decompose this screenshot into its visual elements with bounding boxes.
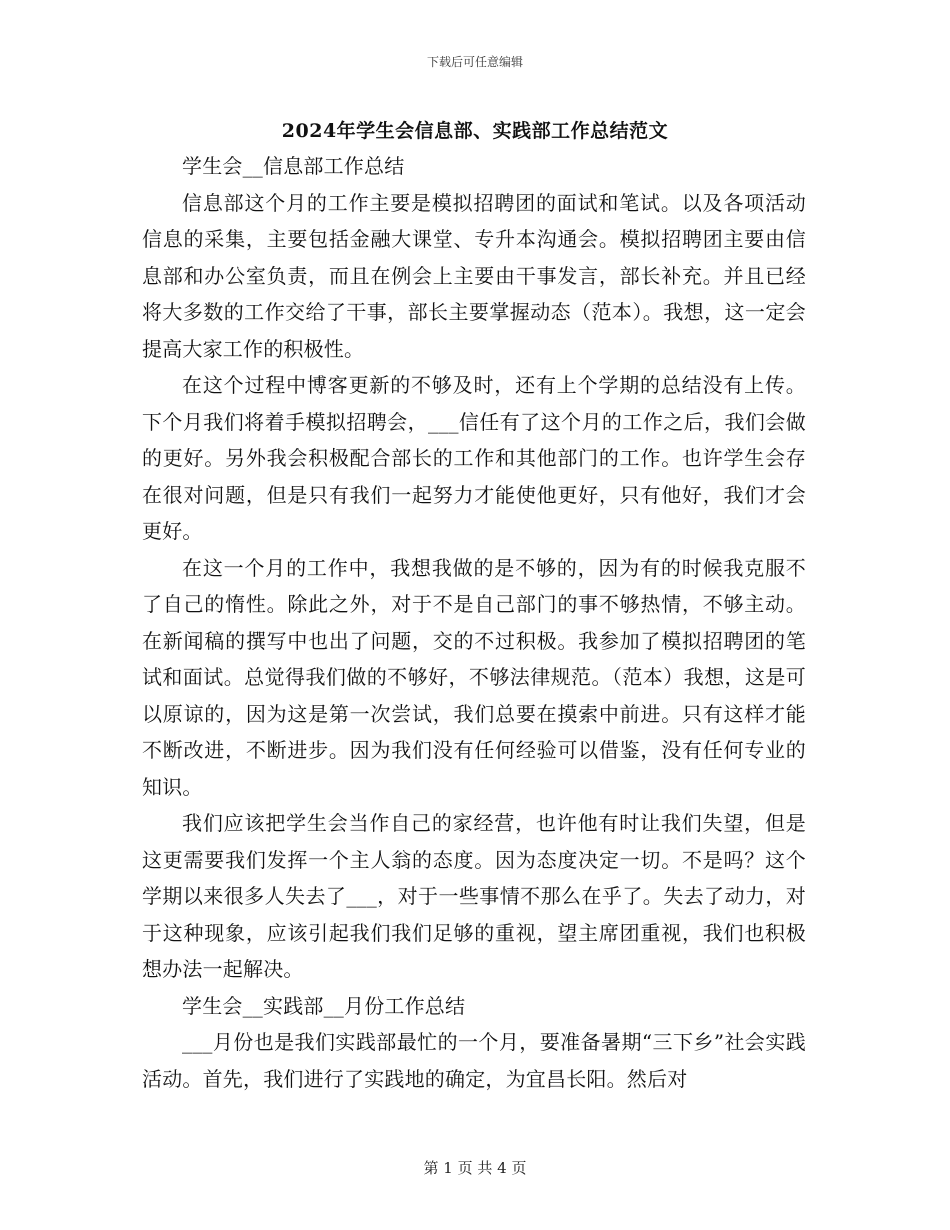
section-heading-practice-dept: 学生会__实践部__月份工作总结 bbox=[182, 993, 466, 1018]
paragraph: 我们应该把学生会当作自己的家经营，也许他有时让我们失望，但是这更需要我们发挥一个主人翁的态度。因为态度决定一切。不是吗？这个学期以来很多人失去了___，对于一些事情不那么在乎了。失去了动力，对于这种现象，应该引起我们我们足够的重视，望主席团重视，我们也积极想办法一起解决。 bbox=[142, 811, 806, 981]
paragraph: 信息部这个月的工作主要是模拟招聘团的面试和笔试。以及各项活动信息的采集，主要包括金融大课堂、专升本沟通会。模拟招聘团主要由信息部和办公室负责，而且在例会上主要由干事发言，部长补充。并且已经将大多数的工作交给了干事，部长主要掌握动态（范本）。我想，这一定会提高大家工作的积极性。 bbox=[142, 190, 806, 361]
document-body bbox=[142, 148, 806, 1097]
paragraph: 在这个过程中博客更新的不够及时，还有上个学期的总结没有上传。下个月我们将着手模拟招聘会，___信任有了这个月的工作之后，我们会做的更好。另外我会积极配合部长的工作和其他部门的工作。也许学生会存在很对问题，但是只有我们一起努力才能使他更好，只有他好，我们才会更好。 bbox=[142, 373, 806, 543]
document-title: 2024年学生会信息部、实践部工作总结范文 bbox=[281, 120, 669, 142]
section-heading-info-dept: 学生会__信息部工作总结 bbox=[182, 154, 405, 178]
page-number: 第 1 页 共 4 页 bbox=[423, 1159, 527, 1177]
header-note: 下载后可任意编辑 bbox=[426, 55, 523, 69]
paragraph: 在这一个月的工作中，我想我做的是不够的，因为有的时候我克服不了自己的惰性。除此之外，对于不是自己部门的事不够热情，不够主动。在新闻稿的撰写中也出了问题，交的不过积极。我参加了模拟招聘团的笔试和面试。总觉得我们做的不够好，不够法律规范。（范本）我想，这是可以原谅的，因为这是第一次尝试，我们总要在摸索中前进。只有这样才能不断改进，不断进步。因为我们没有任何经验可以借鉴，没有任何专业的知识。 bbox=[142, 555, 806, 799]
paragraph: ___月份也是我们实践部最忙的一个月，要准备暑期“三下乡”社会实践活动。首先，我们进行了实践地的确定，为宜昌长阳。然后对 bbox=[142, 1030, 806, 1091]
